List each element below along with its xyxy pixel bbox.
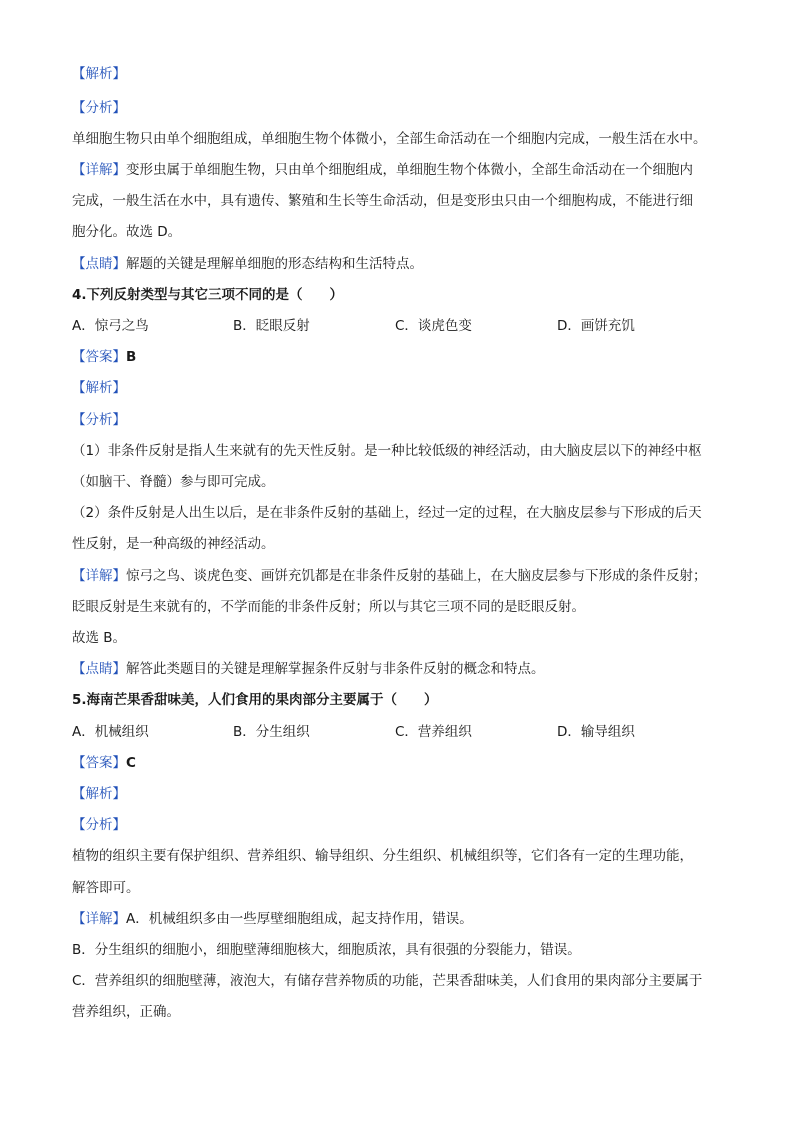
q4-fenxi-1b: （如脑干、脊髓）参与即可完成。 bbox=[72, 474, 275, 490]
q5-fenxi-2: 解答即可。 bbox=[72, 880, 140, 896]
q4-answer-line bbox=[72, 347, 136, 367]
q5-xiangjie-text-a: A．机械组织多由一些厚壁细胞组成，起支持作用，错误。 bbox=[126, 911, 473, 927]
q4-answer-value: B bbox=[126, 349, 137, 365]
q4-xiangjie-line-2: 眨眼反射是生来就有的，不学而能的非条件反射；所以与其它三项不同的是眨眼反射。 bbox=[72, 599, 585, 615]
q5-option-b: B．分生组织 bbox=[233, 724, 310, 740]
q4-xiangjie-text-1: 惊弓之鸟、谈虎色变、画饼充饥都是在非条件反射的基础上，在大脑皮层参与下形成的条件反射； bbox=[126, 568, 707, 584]
q4-fenxi-1a: （1）非条件反射是指人生来就有的先天性反射。是一种比较低级的神经活动，由大脑皮层以下的神经中枢 bbox=[72, 443, 702, 459]
q5-question: 5.海南芒果香甜味美，人们食用的果肉部分主要属于（ ） bbox=[72, 692, 438, 708]
q5-answer-heading: 【答案】 bbox=[72, 755, 126, 771]
q5-fenxi-heading: 【分析】 bbox=[72, 817, 126, 833]
q4-answer-heading: 【答案】 bbox=[72, 349, 126, 365]
q5-xiangjie-line-c1: C．营养组织的细胞壁薄，液泡大，有储存营养物质的功能，芒果香甜味美，人们食用的果肉部分主要属于 bbox=[72, 973, 703, 989]
q3-dianjing-text: 解题的关键是理解单细胞的形态结构和生活特点。 bbox=[126, 256, 423, 272]
q5-analysis-heading: 【解析】 bbox=[72, 786, 126, 802]
q4-xiangjie-line-1 bbox=[72, 566, 707, 586]
q4-fenxi-2b: 性反射，是一种高级的神经活动。 bbox=[72, 536, 275, 552]
q5-option-c: C．营养组织 bbox=[395, 724, 472, 740]
q3-analysis-heading: 【解析】 bbox=[72, 66, 126, 82]
q5-xiangjie-line-a bbox=[72, 909, 473, 929]
q4-fenxi-heading: 【分析】 bbox=[72, 412, 126, 428]
q4-dianjing-heading: 【点睛】 bbox=[72, 661, 126, 677]
q5-answer-value: C bbox=[126, 755, 136, 771]
q5-xiangjie-heading: 【详解】 bbox=[72, 911, 126, 927]
q5-xiangjie-line-c2: 营养组织，正确。 bbox=[72, 1004, 180, 1020]
q3-xiangjie-line-1 bbox=[72, 160, 693, 180]
q4-option-d: D．画饼充饥 bbox=[557, 318, 635, 334]
q4-option-c: C．谈虎色变 bbox=[395, 318, 472, 334]
q4-analysis-heading: 【解析】 bbox=[72, 380, 126, 396]
q4-xiangjie-line-3: 故选 B。 bbox=[72, 630, 127, 646]
q4-question: 4.下列反射类型与其它三项不同的是（ ） bbox=[72, 287, 344, 303]
q5-xiangjie-line-b: B．分生组织的细胞小，细胞壁薄细胞核大，细胞质浓，具有很强的分裂能力，错误。 bbox=[72, 942, 581, 958]
q3-dianjing-heading: 【点睛】 bbox=[72, 256, 126, 272]
q3-dianjing-line bbox=[72, 254, 423, 274]
q3-xiangjie-heading: 【详解】 bbox=[72, 162, 126, 178]
q4-xiangjie-heading: 【详解】 bbox=[72, 568, 126, 584]
q5-answer-line bbox=[72, 753, 136, 773]
q3-fenxi-heading: 【分析】 bbox=[72, 100, 126, 116]
q5-fenxi-1: 植物的组织主要有保护组织、营养组织、输导组织、分生组织、机械组织等，它们各有一定的生理功能， bbox=[72, 848, 693, 864]
q4-option-b: B．眨眼反射 bbox=[233, 318, 310, 334]
q4-dianjing-text: 解答此类题目的关键是理解掌握条件反射与非条件反射的概念和特点。 bbox=[126, 661, 545, 677]
q5-option-a: A．机械组织 bbox=[72, 724, 149, 740]
q3-xiangjie-text-1: 变形虫属于单细胞生物，只由单个细胞组成，单细胞生物个体微小，全部生命活动在一个细胞内 bbox=[126, 162, 693, 178]
q4-fenxi-2a: （2）条件反射是人出生以后，是在非条件反射的基础上，经过一定的过程，在大脑皮层参与下形成的后天 bbox=[72, 505, 702, 521]
q4-option-a: A．惊弓之鸟 bbox=[72, 318, 149, 334]
q3-xiangjie-line-3: 胞分化。故选 D。 bbox=[72, 224, 182, 240]
q3-fenxi-text: 单细胞生物只由单个细胞组成，单细胞生物个体微小，全部生命活动在一个细胞内完成，一般生活在水中。 bbox=[72, 131, 707, 147]
q4-dianjing-line bbox=[72, 659, 545, 679]
q3-xiangjie-line-2: 完成，一般生活在水中，具有遗传、繁殖和生长等生命活动，但是变形虫只由一个细胞构成，不能进行细 bbox=[72, 193, 693, 209]
q5-option-d: D．输导组织 bbox=[557, 724, 635, 740]
